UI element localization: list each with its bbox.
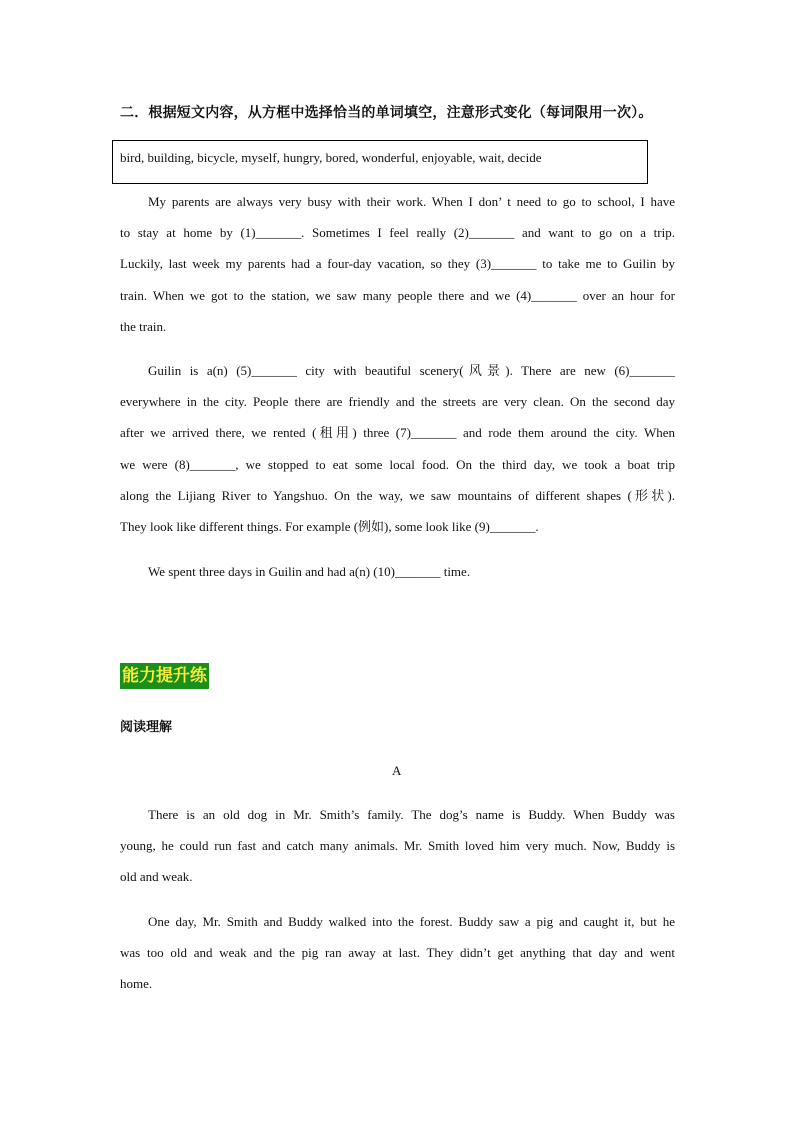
passage-paragraph-1 xyxy=(120,186,675,342)
passage-letter: A xyxy=(392,763,402,778)
passage-line: along the Lijiang River to Yangshuo. On the way, we saw mountains of different shapes (形状). xyxy=(120,487,675,503)
passage-line: young, he could run fast and catch many animals. Mr. Smith loved him very much. Now, Buddy is xyxy=(120,838,675,854)
passage-paragraph-3 xyxy=(120,556,675,587)
passage-line: Guilin is a(n) (5)_______ city with beautiful scenery(风景). There are new (6)_______ xyxy=(148,363,675,378)
reading-subheading: 阅读理解 xyxy=(120,720,173,735)
passage-line: we were (8)_______, we stopped to eat some local food. On the third day, we took a boat trip xyxy=(120,456,675,472)
passage-line: everywhere in the city. People there are friendly and the streets are very clean. On the second day xyxy=(120,394,675,410)
reading-paragraph-2 xyxy=(120,906,675,1000)
passage-line: train. When we got to the station, we saw many people there and we (4)_______ over an hour for xyxy=(120,287,675,303)
passage-line: They look like different things. For example (例如), some look like (9)_______. xyxy=(120,518,539,534)
passage-line: was too old and weak and the pig ran away at last. They didn’t get anything that day and went xyxy=(120,945,675,961)
passage-line: after we arrived there, we rented (租用) three (7)_______ and rode them around the city. When xyxy=(120,425,675,441)
word-box-text: bird, building, bicycle, myself, hungry, bored, wonderful, enjoyable, wait, decide xyxy=(120,150,542,165)
passage-line: to stay at home by (1)_______. Sometimes I feel really (2)_______ and want to go on a trip. xyxy=(120,225,675,241)
passage-line: My parents are always very busy with their work. When I don’ t need to go to school, I have xyxy=(148,194,675,209)
passage-paragraph-2 xyxy=(120,355,675,542)
word-box xyxy=(112,140,648,184)
passage-line: One day, Mr. Smith and Buddy walked into the forest. Buddy saw a pig and caught it, but he xyxy=(148,914,675,929)
passage-line: We spent three days in Guilin and had a(n) (10)_______ time. xyxy=(148,564,471,579)
reading-paragraph-1 xyxy=(120,799,675,893)
passage-line: There is an old dog in Mr. Smith’s family. The dog’s name is Buddy. When Buddy was xyxy=(148,807,675,822)
passage-line: old and weak. xyxy=(120,869,193,885)
passage-line: Luckily, last week my parents had a four-day vacation, so they (3)_______ to take me to Guilin by xyxy=(120,256,675,272)
section-heading: 二．根据短文内容，从方框中选择恰当的单词填空，注意形式变化（每词限用一次）。 xyxy=(120,105,653,121)
passage-line: the train. xyxy=(120,318,167,334)
section-badge: 能力提升练 xyxy=(120,663,209,689)
passage-line: home. xyxy=(120,976,153,992)
